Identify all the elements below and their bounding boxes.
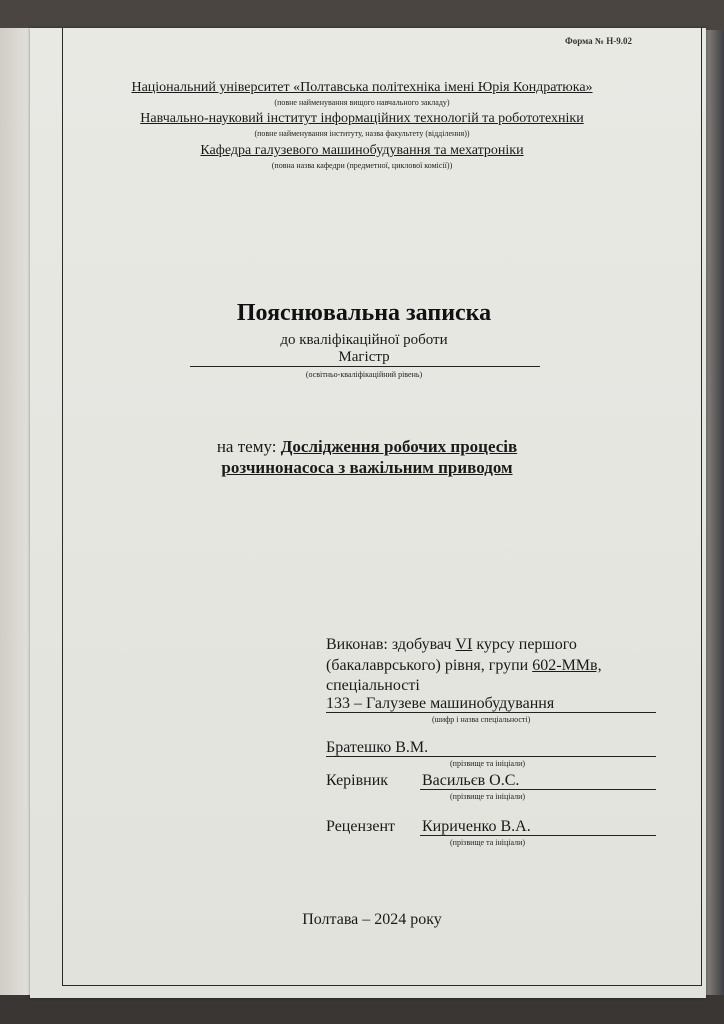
reviewer-underline bbox=[420, 835, 656, 836]
city-year: Полтава – 2024 року bbox=[302, 911, 442, 928]
specialty-value: 133 – Галузеве машинобудування bbox=[326, 695, 555, 712]
department-hint: (повна назва кафедри (предметної, циклової комісії)) bbox=[271, 161, 453, 170]
specialty-hint: (шифр і назва спеціальності) bbox=[432, 715, 531, 724]
performer-label: Виконав: здобувач bbox=[326, 636, 452, 653]
degree-underline bbox=[190, 366, 540, 367]
form-code: Форма № Н-9.02 bbox=[565, 36, 632, 46]
supervisor-underline bbox=[420, 789, 656, 790]
performer-group: 602-ММв, bbox=[532, 657, 602, 674]
supervisor-name: Васильєв О.С. bbox=[422, 772, 520, 789]
university-hint: (повне найменування вищого навчального закладу) bbox=[274, 98, 450, 107]
document-title: Пояснювальна записка bbox=[236, 300, 492, 326]
institute-hint: (повне найменування інституту, назва факультету (відділення)) bbox=[254, 129, 470, 138]
topic-line-2 bbox=[221, 458, 512, 478]
reviewer-label: Рецензент bbox=[326, 818, 395, 835]
performer-name-hint: (прізвище та ініціали) bbox=[450, 759, 526, 768]
reviewer-hint: (прізвище та ініціали) bbox=[450, 838, 526, 847]
specialty-underline bbox=[326, 712, 656, 713]
document-subtitle: до кваліфікаційної роботи bbox=[280, 332, 448, 348]
performer-course: VI bbox=[455, 636, 473, 653]
supervisor-label: Керівник bbox=[326, 772, 389, 789]
degree-value: Магістр bbox=[338, 349, 390, 365]
performer-level: (бакалаврського) рівня, групи bbox=[326, 657, 529, 674]
performer-name: Братешко В.М. bbox=[326, 739, 429, 756]
supervisor-hint: (прізвище та ініціали) bbox=[450, 792, 526, 801]
background-bottom bbox=[0, 995, 724, 1024]
department-name: Кафедра галузевого машинобудування та мехатроніки bbox=[200, 143, 524, 158]
performer-line-3: спеціальності bbox=[326, 677, 420, 694]
performer-line-2 bbox=[326, 657, 602, 675]
performer-name-underline bbox=[326, 756, 656, 757]
page-frame bbox=[62, 28, 702, 986]
topic-prefix: на тему: bbox=[216, 437, 277, 456]
performer-line-1 bbox=[326, 636, 577, 654]
topic-title-part-2: розчинонасоса з важільним приводом bbox=[221, 458, 513, 477]
university-name: Національний університет «Полтавська політехніка імені Юрія Кондратюка» bbox=[131, 80, 593, 95]
reviewer-name: Кириченко В.А. bbox=[422, 818, 531, 835]
institute-name: Навчально-науковий інститут інформаційних технологій та робототехніки bbox=[140, 111, 584, 126]
topic-line-1 bbox=[217, 437, 517, 457]
performer-course-suffix: курсу першого bbox=[476, 636, 577, 653]
topic-title-part-1: Дослідження робочих процесів bbox=[280, 437, 518, 456]
degree-hint: (освітньо-кваліфікаційний рівень) bbox=[305, 370, 423, 379]
